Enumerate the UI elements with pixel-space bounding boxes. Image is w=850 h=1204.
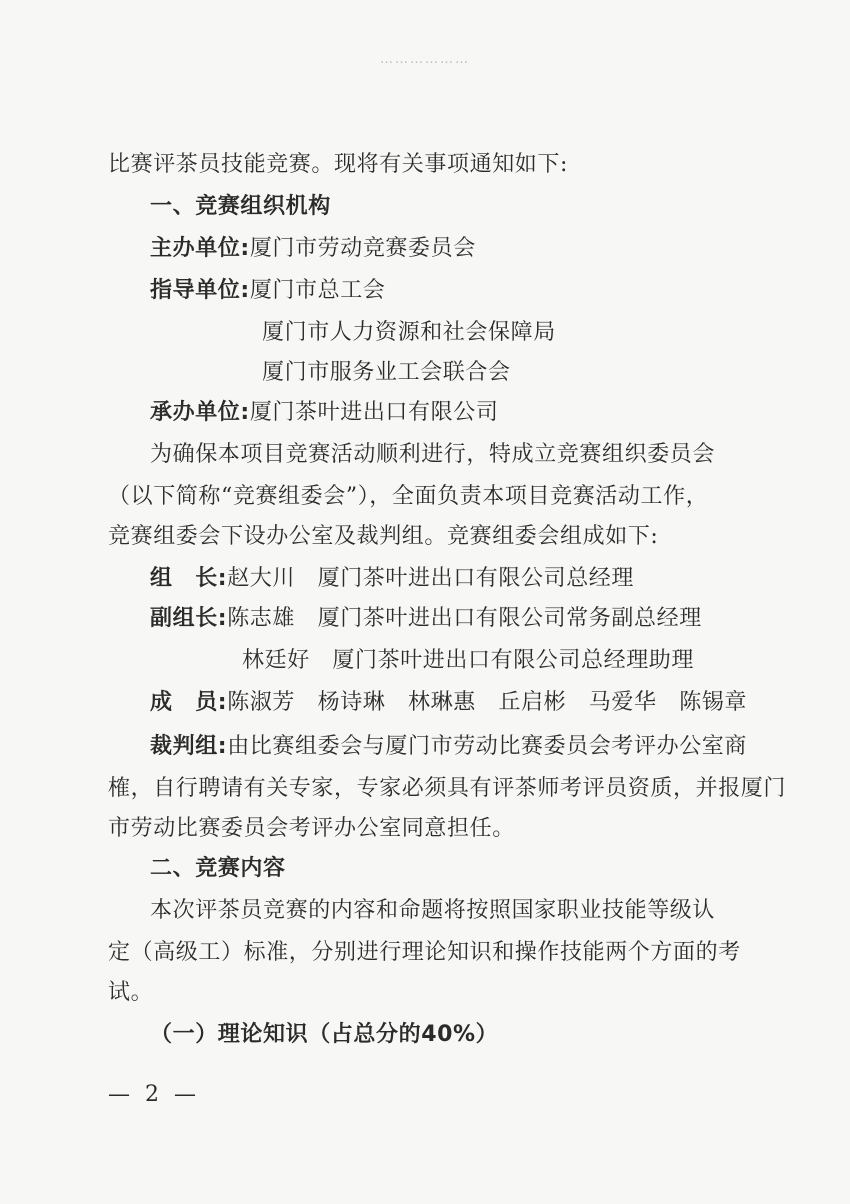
- organizer-label: 主办单位:: [150, 236, 250, 261]
- content-para-line-1: 本次评茶员竞赛的内容和命题将按照国家职业技能等级认: [150, 898, 716, 923]
- host-row: [150, 398, 498, 428]
- vice-label: 副组长:: [150, 606, 228, 631]
- guide-value-3: 厦门市服务业工会联合会: [262, 360, 511, 385]
- committee-para-line-2: （以下简称“竞赛组委会”），全面负责本项目竞赛活动工作，: [108, 484, 709, 509]
- organizer-value: 厦门市劳动竞赛委员会: [249, 236, 476, 261]
- vice-value-1: 陈志雄 厦门茶叶进出口有限公司常务副总经理: [227, 606, 702, 631]
- host-value: 厦门茶叶进出口有限公司: [249, 400, 499, 425]
- vice-value-2: 林廷好 厦门茶叶进出口有限公司总经理助理: [242, 648, 695, 673]
- vice-row: [150, 604, 702, 634]
- members-row: [150, 688, 747, 718]
- intro-tail: 比赛评茶员技能竞赛。现将有关事项通知如下:: [108, 152, 569, 177]
- guide-label: 指导单位:: [150, 278, 250, 303]
- committee-para-line-3: 竞赛组委会下设办公室及裁判组。竞赛组委会组成如下:: [108, 524, 659, 549]
- section1-heading: 一、竞赛组织机构: [150, 194, 331, 219]
- committee-para-line-1: 为确保本项目竞赛活动顺利进行，特成立竞赛组织委员会: [150, 442, 716, 467]
- guide-value-1: 厦门市总工会: [249, 278, 386, 303]
- header-bleed-through: ………………: [380, 52, 470, 67]
- guide-row: [150, 276, 385, 306]
- organizer-row: [150, 234, 476, 264]
- judge-line-3: 市劳动比赛委员会考评办公室同意担任。: [108, 816, 515, 841]
- leader-row: [150, 564, 634, 594]
- content-para-line-2: 定（高级工）标准，分别进行理论知识和操作技能两个方面的考: [108, 940, 741, 965]
- judge-line-1: 由比赛组委会与厦门市劳动比赛委员会考评办公室商: [227, 734, 748, 759]
- leader-value: 赵大川 厦门茶叶进出口有限公司总经理: [227, 566, 635, 591]
- judge-line-2: 榷，自行聘请有关专家，专家必须具有评茶师考评员资质，并报厦门: [108, 776, 787, 801]
- page-number: — 2 —: [108, 1082, 200, 1107]
- host-label: 承办单位:: [150, 400, 250, 425]
- section2-heading: 二、竞赛内容: [150, 856, 286, 881]
- content-para-line-3: 试。: [108, 980, 154, 1005]
- leader-label: 组 长:: [150, 566, 228, 591]
- guide-value-2: 厦门市人力资源和社会保障局: [262, 320, 556, 345]
- judge-label: 裁判组:: [150, 734, 228, 759]
- members-label: 成 员:: [150, 690, 228, 715]
- judge-row: [150, 732, 747, 762]
- members-value: 陈淑芳 杨诗琳 林琳惠 丘启彬 马爱华 陈锡章: [227, 690, 748, 715]
- theory-subheading: （一）理论知识（占总分的40%）: [150, 1022, 499, 1047]
